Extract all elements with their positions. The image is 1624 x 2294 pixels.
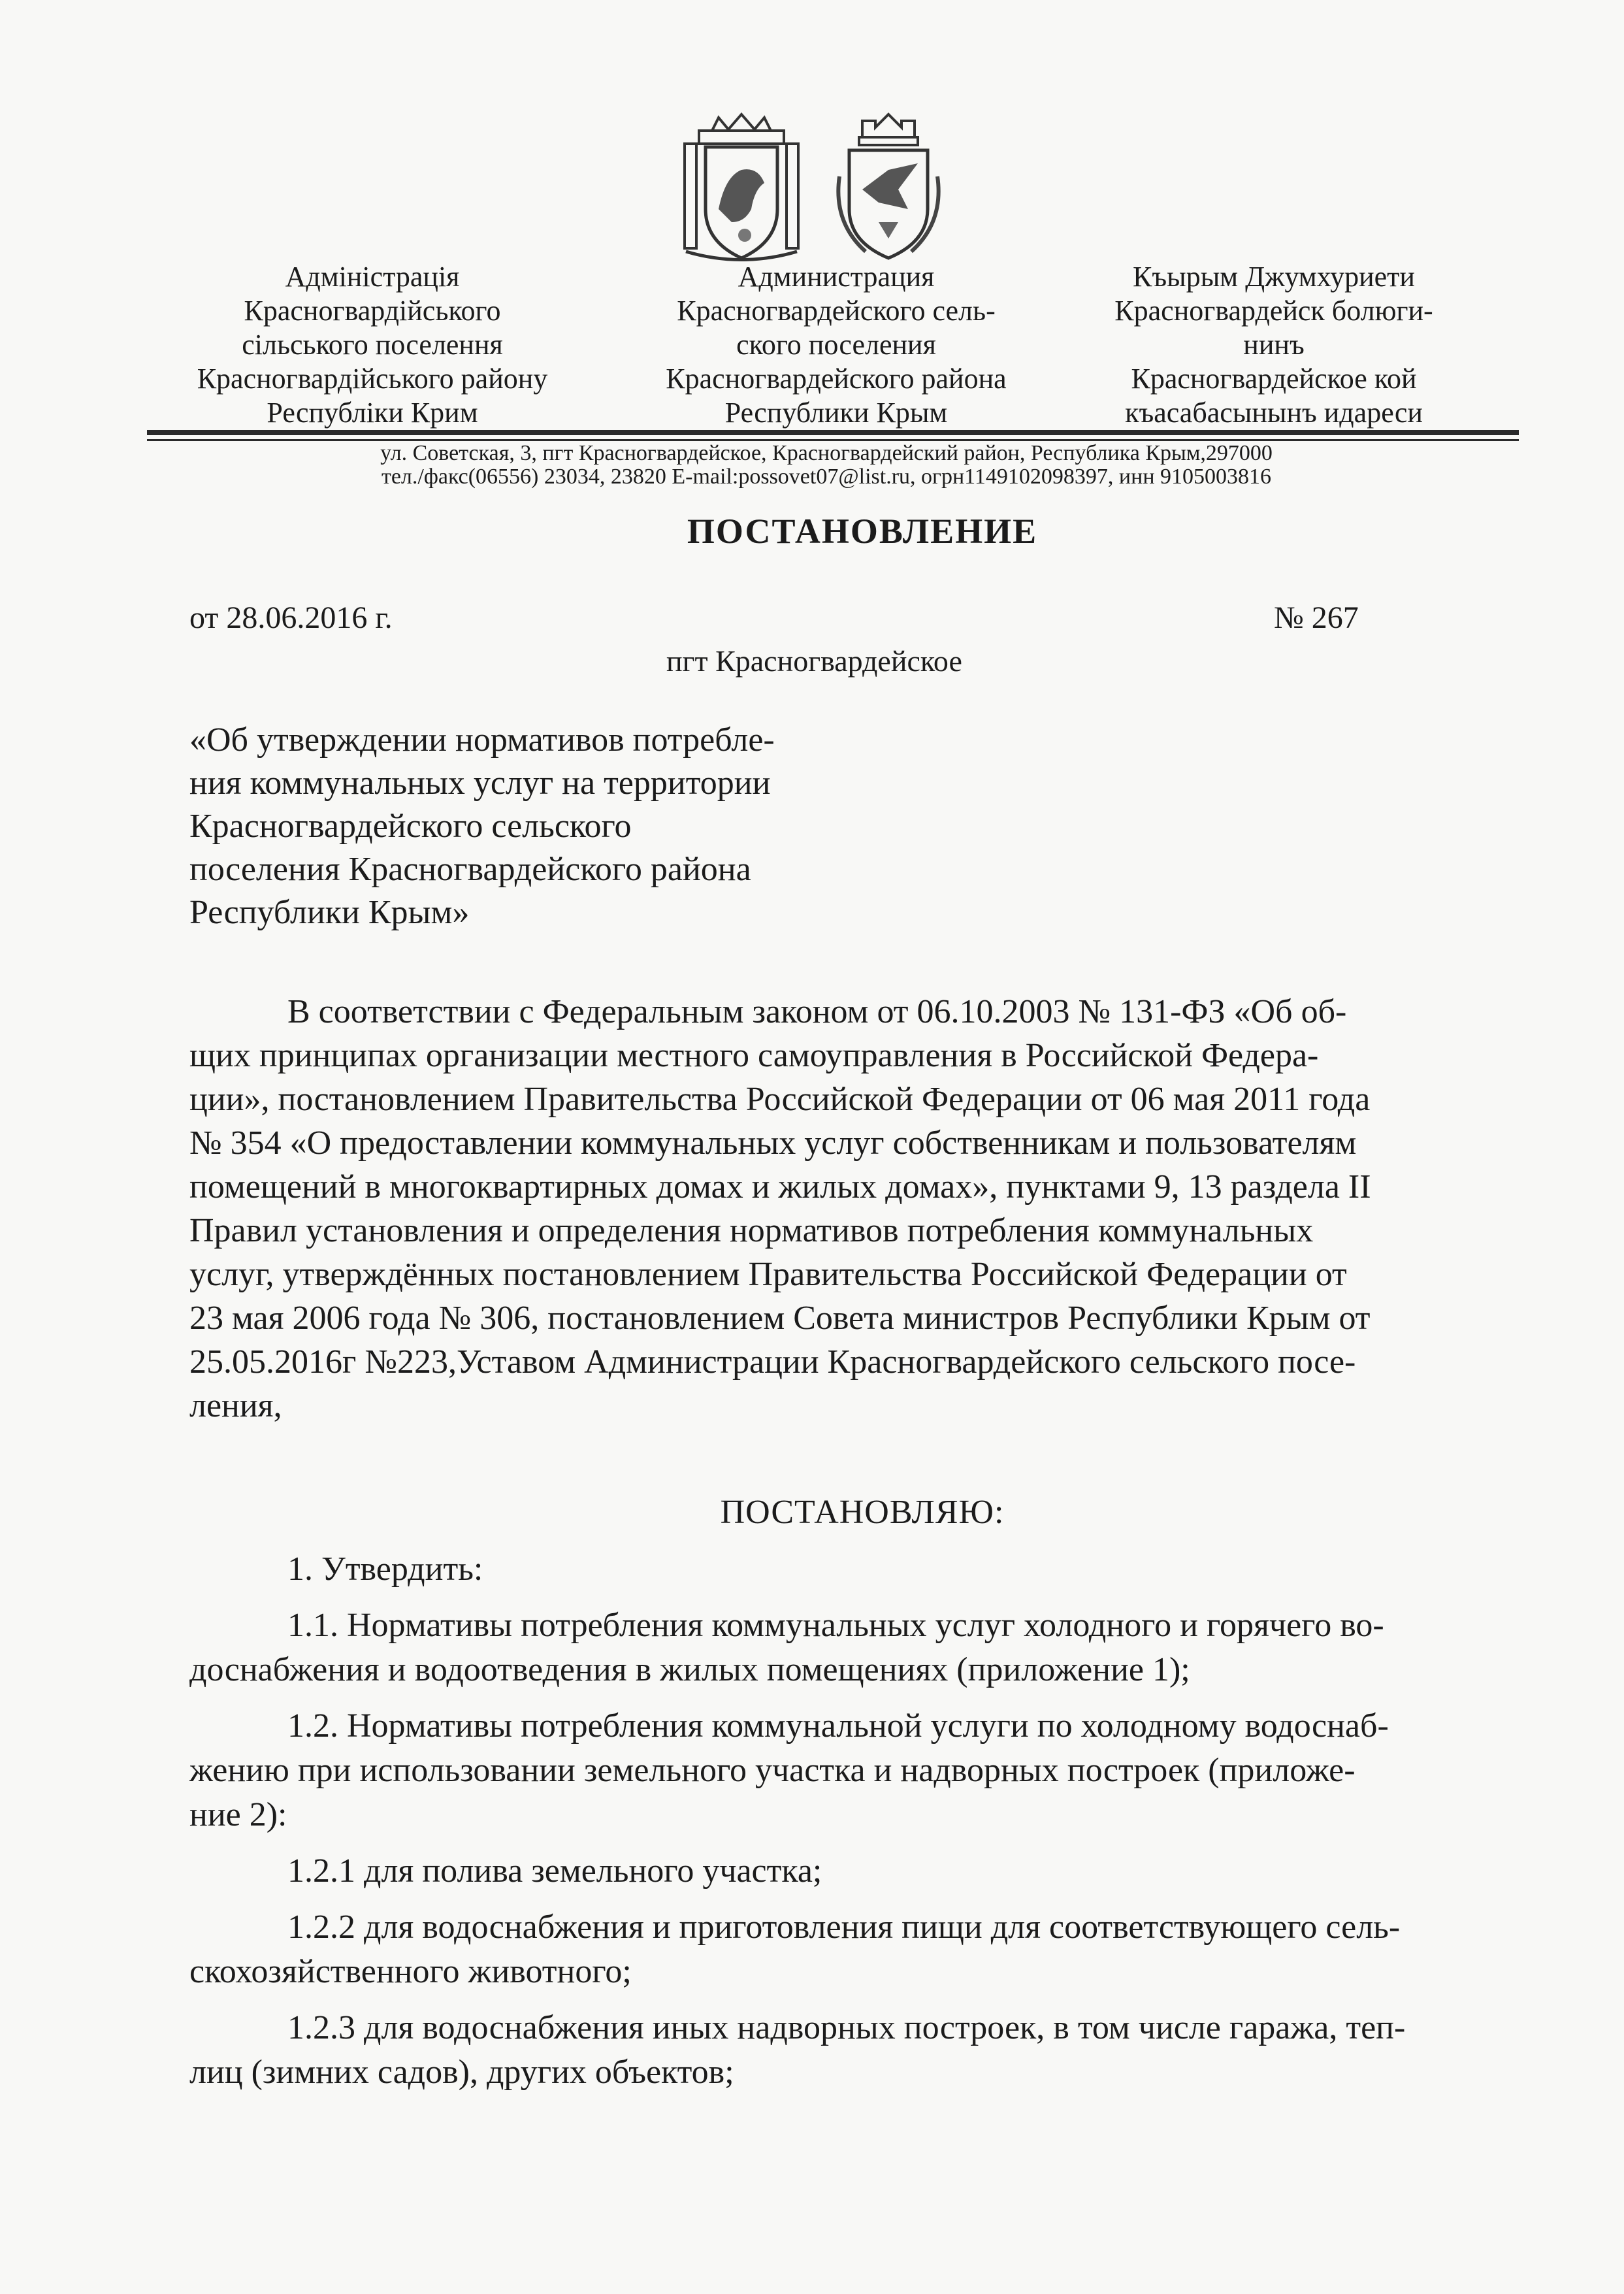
subject-line: поселения Красногвардейского района: [189, 851, 751, 888]
decree-heading: ПОСТАНОВЛЯЮ:: [720, 1494, 1005, 1531]
subject-line: Красногвардейского сельского: [189, 808, 632, 845]
crimea-coat-of-arms-icon: [679, 111, 804, 265]
header-line: Красногвардійського району: [197, 363, 548, 395]
item-1-2-2-line: скохозяйственного животного;: [189, 1953, 632, 1990]
header-line: Красногвардейского района: [666, 363, 1007, 395]
preamble-line: Правил установления и определения нормативов потребления коммунальных: [189, 1212, 1314, 1249]
document-title: ПОСТАНОВЛЕНИЕ: [687, 512, 1038, 551]
item-1-2-2-line: 1.2.2 для водоснабжения и приготовления пищи для соответствующего сель-: [287, 1909, 1401, 1946]
subject-line: ния коммунальных услуг на территории: [189, 764, 771, 802]
item-1-1-line: доснабжения и водоотведения в жилых помещениях (приложение 1);: [189, 1651, 1190, 1688]
subject-line: Республики Крым»: [189, 894, 470, 931]
document-place: пгт Красногвардейское: [666, 644, 962, 678]
preamble-line: В соответствии с Федеральным законом от 06.10.2003 № 131-ФЗ «Об об-: [287, 993, 1347, 1030]
item-1-2-line: жению при использовании земельного участка и надворных построек (приложе-: [189, 1752, 1356, 1789]
address-line: ул. Советская, 3, пгт Красногвардейское, Красногвардейский район, Республика Крым,297000: [380, 441, 1273, 465]
document-number: № 267: [1274, 600, 1359, 635]
emblems: [679, 111, 954, 268]
header-divider: [147, 430, 1519, 435]
contact-info: [196, 442, 1457, 489]
header-line: сільського поселення: [242, 329, 503, 361]
document-subject: [189, 719, 921, 934]
preamble-line: № 354 «О предоставлении коммунальных услуг собственникам и пользователям: [189, 1124, 1357, 1162]
item-1-2-line: ние 2):: [189, 1796, 287, 1833]
header-line: ского поселения: [736, 329, 936, 361]
preamble: [189, 990, 1529, 1428]
header-line: Красногвардейск болюги-: [1114, 295, 1433, 327]
preamble-line: 25.05.2016г №223,Уставом Администрации Красногвардейского сельского посе-: [189, 1343, 1356, 1381]
preamble-line: 23 мая 2006 года № 306, постановлением Совета министров Республики Крым от: [189, 1300, 1371, 1337]
header-line: Къырым Джумхуриети: [1133, 261, 1415, 293]
header-line: Красногвардейского сель-: [677, 295, 996, 327]
item-1-2-3-line: 1.2.3 для водоснабжения иных надворных построек, в том числе гаража, теп-: [287, 2009, 1406, 2046]
header-line: Республіки Крим: [267, 397, 478, 429]
header-line: Адміністрація: [285, 261, 460, 293]
krasnogvardeyskoye-coat-of-arms-icon: [826, 111, 950, 265]
item-1-1-line: 1.1. Нормативы потребления коммунальных услуг холодного и горячего во-: [287, 1607, 1384, 1644]
header-line: Красногвардейское кой: [1131, 363, 1417, 395]
header-line: Администрация: [738, 261, 935, 293]
header-crimean-tatar: [1071, 260, 1476, 430]
document-date: от 28.06.2016 г.: [189, 600, 393, 635]
preamble-line: ления,: [189, 1387, 282, 1424]
header-line: Республики Крым: [724, 397, 948, 429]
subject-line: «Об утверждении нормативов потребле-: [189, 721, 775, 759]
preamble-line: услуг, утверждённых постановлением Правительства Российской Федерации от: [189, 1256, 1347, 1293]
preamble-line: щих принципах организации местного самоуправления в Российской Федера-: [189, 1037, 1319, 1074]
item-1-2-line: 1.2. Нормативы потребления коммунальной услуги по холодному водоснаб-: [287, 1707, 1389, 1745]
header-line: Красногвардійського: [244, 295, 501, 327]
header-line: нинъ: [1243, 329, 1305, 361]
item-1-2-3-line: лиц (зимних садов), других объектов;: [189, 2054, 734, 2091]
item-1-2-1: 1.2.1 для полива земельного участка;: [287, 1852, 822, 1890]
preamble-line: помещений в многоквартирных домах и жилых домах», пунктами 9, 13 раздела II: [189, 1168, 1371, 1205]
phone-email-line: тел./факс(06556) 23034, 23820 E-mail:possovet07@list.ru, огрн1149102098397, инн 9105003816: [381, 465, 1272, 489]
header-ukrainian: [157, 260, 588, 430]
header-line: къасабасынынъ идареси: [1125, 397, 1423, 429]
decree-items: [189, 1547, 1529, 2095]
item-1: 1. Утвердить:: [287, 1550, 483, 1588]
preamble-line: ции», постановлением Правительства Российской Федерации от 06 мая 2011 года: [189, 1081, 1371, 1118]
header-russian: [627, 260, 1045, 430]
